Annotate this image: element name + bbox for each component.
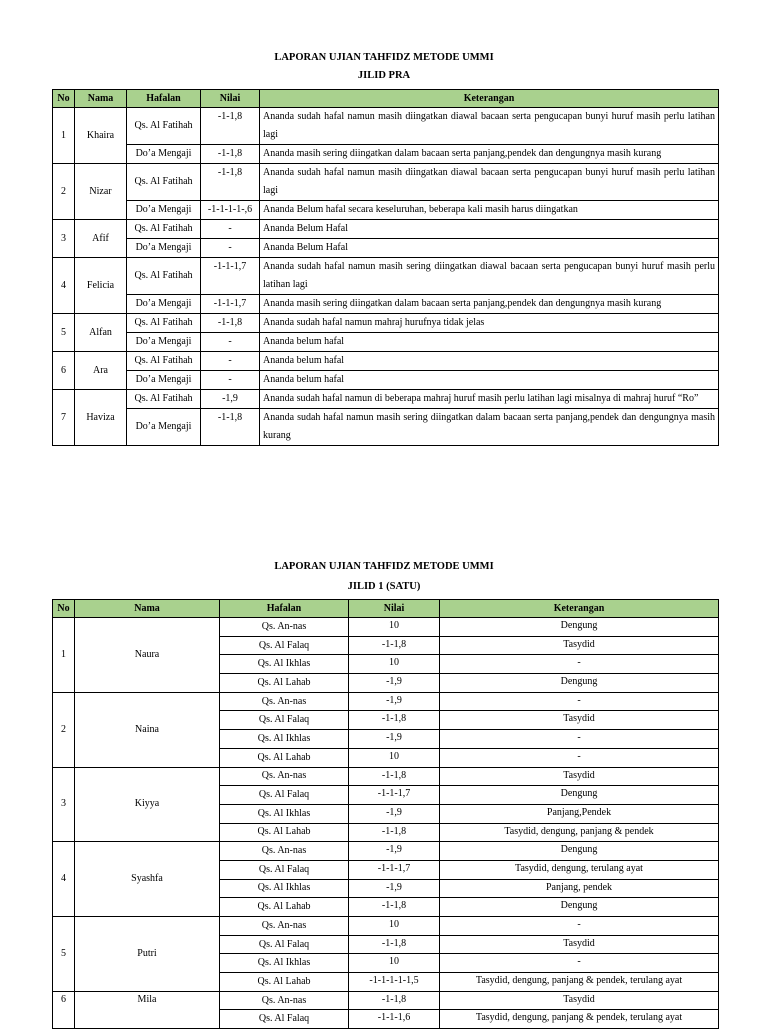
student-number: 3 <box>53 767 75 842</box>
student-number: 5 <box>53 917 75 992</box>
table-header-row <box>53 600 719 618</box>
student-number: 6 <box>53 991 75 1028</box>
keterangan-cell: Ananda Belum Hafal <box>260 220 719 239</box>
hafalan-cell: Qs. An-nas <box>220 917 349 936</box>
hafalan-cell: Qs. Al Lahab <box>220 823 349 842</box>
keterangan-cell: Tasydid <box>440 991 719 1010</box>
keterangan-cell: Ananda belum hafal <box>260 371 719 390</box>
hafalan-cell: Qs. Al Falaq <box>220 711 349 730</box>
keterangan-cell: Panjang,Pendek <box>440 804 719 823</box>
keterangan-cell: Tasydid, dengung, panjang & pendek <box>440 823 719 842</box>
hafalan-cell: Qs. Al Ikhlas <box>220 879 349 898</box>
header-keterangan: Keterangan <box>260 90 719 108</box>
nilai-cell: -1-1-1,7 <box>201 258 260 295</box>
header-nama: Nama <box>75 600 220 618</box>
nilai-cell: - <box>201 333 260 352</box>
keterangan-cell: Dengung <box>440 898 719 917</box>
hafalan-cell: Do’a Mengaji <box>127 409 201 446</box>
nilai-cell: - <box>201 371 260 390</box>
keterangan-cell: Ananda masih sering diingatkan dalam bacaan serta panjang,pendek dan dengungnya masih kurang <box>260 295 719 314</box>
student-name: Putri <box>75 917 220 992</box>
keterangan-cell: Panjang, pendek <box>440 879 719 898</box>
header-hafalan: Hafalan <box>127 90 201 108</box>
keterangan-cell: - <box>440 748 719 767</box>
header-hafalan: Hafalan <box>220 600 349 618</box>
student-name: Haviza <box>75 390 127 446</box>
nilai-cell: -1-1-1,7 <box>201 295 260 314</box>
student-name: Kiyya <box>75 767 220 842</box>
header-nilai: Nilai <box>349 600 440 618</box>
hafalan-cell: Qs. Al Falaq <box>220 935 349 954</box>
hafalan-cell: Qs. Al Lahab <box>220 674 349 693</box>
keterangan-cell: Ananda sudah hafal namun masih diingatkan diawal bacaan serta pengucapan bunyi huruf masih perlu latihan lagi <box>260 164 719 201</box>
hafalan-cell: Qs. Al Fatihah <box>127 314 201 333</box>
hafalan-cell: Qs. Al Fatihah <box>127 390 201 409</box>
nilai-cell: -1,9 <box>349 804 440 823</box>
student-name: Syashfa <box>75 842 220 917</box>
hafalan-cell: Qs. An-nas <box>220 692 349 711</box>
table-row <box>53 108 719 145</box>
nilai-cell: -1-1,8 <box>201 145 260 164</box>
hafalan-cell: Qs. Al Falaq <box>220 786 349 805</box>
hafalan-cell: Do’a Mengaji <box>127 295 201 314</box>
table-row <box>53 842 719 861</box>
nilai-cell: -1-1-1,6 <box>349 1010 440 1029</box>
keterangan-cell: Ananda sudah hafal namun masih diingatkan diawal bacaan serta pengucapan bunyi huruf masih perlu latihan lagi <box>260 108 719 145</box>
nilai-cell: -1-1,8 <box>201 314 260 333</box>
report1-title: LAPORAN UJIAN TAHFIDZ METODE UMMI <box>274 52 494 63</box>
hafalan-cell: Qs. Al Ikhlas <box>220 655 349 674</box>
nilai-cell: -1,9 <box>349 879 440 898</box>
keterangan-cell: Dengung <box>440 842 719 861</box>
keterangan-cell: Dengung <box>440 674 719 693</box>
hafalan-cell: Qs. Al Fatihah <box>127 108 201 145</box>
nilai-cell: -1,9 <box>349 674 440 693</box>
nilai-cell: -1-1-1,7 <box>349 786 440 805</box>
student-name: Mila <box>75 991 220 1028</box>
keterangan-cell: Ananda Belum Hafal <box>260 239 719 258</box>
table-row <box>53 692 719 711</box>
table-header-row <box>53 90 719 108</box>
keterangan-cell: Ananda Belum hafal secara keseluruhan, beberapa kali masih harus diingatkan <box>260 201 719 220</box>
student-number: 1 <box>53 108 75 164</box>
header-nama: Nama <box>75 90 127 108</box>
header-no: No <box>53 600 75 618</box>
student-number: 4 <box>53 258 75 314</box>
student-name: Naina <box>75 692 220 767</box>
report2-title: LAPORAN UJIAN TAHFIDZ METODE UMMI <box>274 561 494 572</box>
hafalan-cell: Qs. Al Ikhlas <box>220 804 349 823</box>
nilai-cell: -1-1,8 <box>201 164 260 201</box>
hafalan-cell: Do’a Mengaji <box>127 239 201 258</box>
table-row <box>53 917 719 936</box>
student-number: 2 <box>53 164 75 220</box>
nilai-cell: - <box>201 239 260 258</box>
table-row <box>53 767 719 786</box>
report2-table <box>52 599 719 1029</box>
keterangan-cell: Ananda sudah hafal namun mahraj hurufnya tidak jelas <box>260 314 719 333</box>
student-number: 1 <box>53 618 75 693</box>
keterangan-cell: - <box>440 917 719 936</box>
nilai-cell: -1-1,8 <box>349 991 440 1010</box>
keterangan-cell: Ananda sudah hafal namun masih sering diingatkan dalam bacaan serta panjang,pendek dan dengungnya masih kurang <box>260 409 719 446</box>
nilai-cell: 10 <box>349 917 440 936</box>
hafalan-cell: Do’a Mengaji <box>127 333 201 352</box>
table-row <box>53 295 719 314</box>
hafalan-cell: Qs. An-nas <box>220 767 349 786</box>
table-row <box>53 333 719 352</box>
nilai-cell: 10 <box>349 748 440 767</box>
student-name: Felicia <box>75 258 127 314</box>
table-row <box>53 314 719 333</box>
nilai-cell: -1,9 <box>349 692 440 711</box>
student-number: 2 <box>53 692 75 767</box>
report1-subtitle: JILID PRA <box>357 70 411 81</box>
hafalan-cell: Qs. An-nas <box>220 842 349 861</box>
table-row <box>53 352 719 371</box>
nilai-cell: -1,9 <box>201 390 260 409</box>
student-number: 7 <box>53 390 75 446</box>
student-name: Alfan <box>75 314 127 352</box>
table-row <box>53 220 719 239</box>
hafalan-cell: Qs. Al Fatihah <box>127 164 201 201</box>
nilai-cell: -1-1,8 <box>349 898 440 917</box>
keterangan-cell: Tasydid, dengung, panjang & pendek, terulang ayat <box>440 1010 719 1029</box>
hafalan-cell: Qs. An-nas <box>220 991 349 1010</box>
keterangan-cell: Tasydid <box>440 935 719 954</box>
hafalan-cell: Qs. Al Lahab <box>220 898 349 917</box>
table-row <box>53 239 719 258</box>
student-name: Ara <box>75 352 127 390</box>
nilai-cell: - <box>201 352 260 371</box>
student-number: 6 <box>53 352 75 390</box>
keterangan-cell: - <box>440 655 719 674</box>
table-row <box>53 390 719 409</box>
student-name: Nizar <box>75 164 127 220</box>
nilai-cell: -1,9 <box>349 842 440 861</box>
keterangan-cell: Ananda masih sering diingatkan dalam bacaan serta panjang,pendek dan dengungnya masih kurang <box>260 145 719 164</box>
keterangan-cell: Ananda sudah hafal namun di beberapa mahraj huruf masih perlu latihan lagi misalnya di mahraj huruf “Ro” <box>260 390 719 409</box>
nilai-cell: -1,9 <box>349 730 440 749</box>
table-row <box>53 618 719 637</box>
table-row <box>53 409 719 446</box>
nilai-cell: -1-1,8 <box>349 823 440 842</box>
table-row <box>53 371 719 390</box>
nilai-cell: -1-1,8 <box>201 108 260 145</box>
hafalan-cell: Qs. Al Falaq <box>220 636 349 655</box>
report1-table <box>52 89 719 446</box>
hafalan-cell: Qs. An-nas <box>220 618 349 637</box>
keterangan-cell: Tasydid <box>440 767 719 786</box>
nilai-cell: - <box>201 220 260 239</box>
header-keterangan: Keterangan <box>440 600 719 618</box>
nilai-cell: -1-1,8 <box>349 935 440 954</box>
hafalan-cell: Qs. Al Fatihah <box>127 220 201 239</box>
keterangan-cell: - <box>440 954 719 973</box>
hafalan-cell: Qs. Al Falaq <box>220 860 349 879</box>
keterangan-cell: Tasydid, dengung, panjang & pendek, terulang ayat <box>440 973 719 992</box>
nilai-cell: -1-1,8 <box>349 711 440 730</box>
hafalan-cell: Qs. Al Falaq <box>220 1010 349 1029</box>
student-name: Naura <box>75 618 220 693</box>
table-row <box>53 201 719 220</box>
keterangan-cell: Ananda belum hafal <box>260 333 719 352</box>
nilai-cell: 10 <box>349 655 440 674</box>
hafalan-cell: Qs. Al Lahab <box>220 973 349 992</box>
report2-subtitle: JILID 1 (SATU) <box>347 581 421 592</box>
student-name: Khaira <box>75 108 127 164</box>
student-name: Afif <box>75 220 127 258</box>
keterangan-cell: Ananda belum hafal <box>260 352 719 371</box>
hafalan-cell: Qs. Al Ikhlas <box>220 954 349 973</box>
table-row <box>53 991 719 1010</box>
nilai-cell: -1-1,8 <box>349 636 440 655</box>
hafalan-cell: Do’a Mengaji <box>127 371 201 390</box>
student-number: 5 <box>53 314 75 352</box>
keterangan-cell: Tasydid <box>440 636 719 655</box>
table-row <box>53 258 719 295</box>
keterangan-cell: Ananda sudah hafal namun masih sering diingatkan diawal bacaan serta pengucapan bunyi huruf masih perlu latihan lagi <box>260 258 719 295</box>
nilai-cell: -1-1,8 <box>349 767 440 786</box>
nilai-cell: -1-1,8 <box>201 409 260 446</box>
keterangan-cell: Tasydid, dengung, terulang ayat <box>440 860 719 879</box>
keterangan-cell: Dengung <box>440 786 719 805</box>
keterangan-cell: Tasydid <box>440 711 719 730</box>
hafalan-cell: Do’a Mengaji <box>127 201 201 220</box>
table-row <box>53 145 719 164</box>
student-number: 4 <box>53 842 75 917</box>
hafalan-cell: Qs. Al Lahab <box>220 748 349 767</box>
nilai-cell: -1-1-1,7 <box>349 860 440 879</box>
hafalan-cell: Qs. Al Fatihah <box>127 352 201 371</box>
keterangan-cell: - <box>440 730 719 749</box>
table-row <box>53 164 719 201</box>
hafalan-cell: Qs. Al Fatihah <box>127 258 201 295</box>
nilai-cell: 10 <box>349 618 440 637</box>
header-no: No <box>53 90 75 108</box>
hafalan-cell: Qs. Al Ikhlas <box>220 730 349 749</box>
nilai-cell: -1-1-1-1-,6 <box>201 201 260 220</box>
keterangan-cell: - <box>440 692 719 711</box>
hafalan-cell: Do’a Mengaji <box>127 145 201 164</box>
student-number: 3 <box>53 220 75 258</box>
nilai-cell: 10 <box>349 954 440 973</box>
header-nilai: Nilai <box>201 90 260 108</box>
keterangan-cell: Dengung <box>440 618 719 637</box>
nilai-cell: -1-1-1-1-1,5 <box>349 973 440 992</box>
